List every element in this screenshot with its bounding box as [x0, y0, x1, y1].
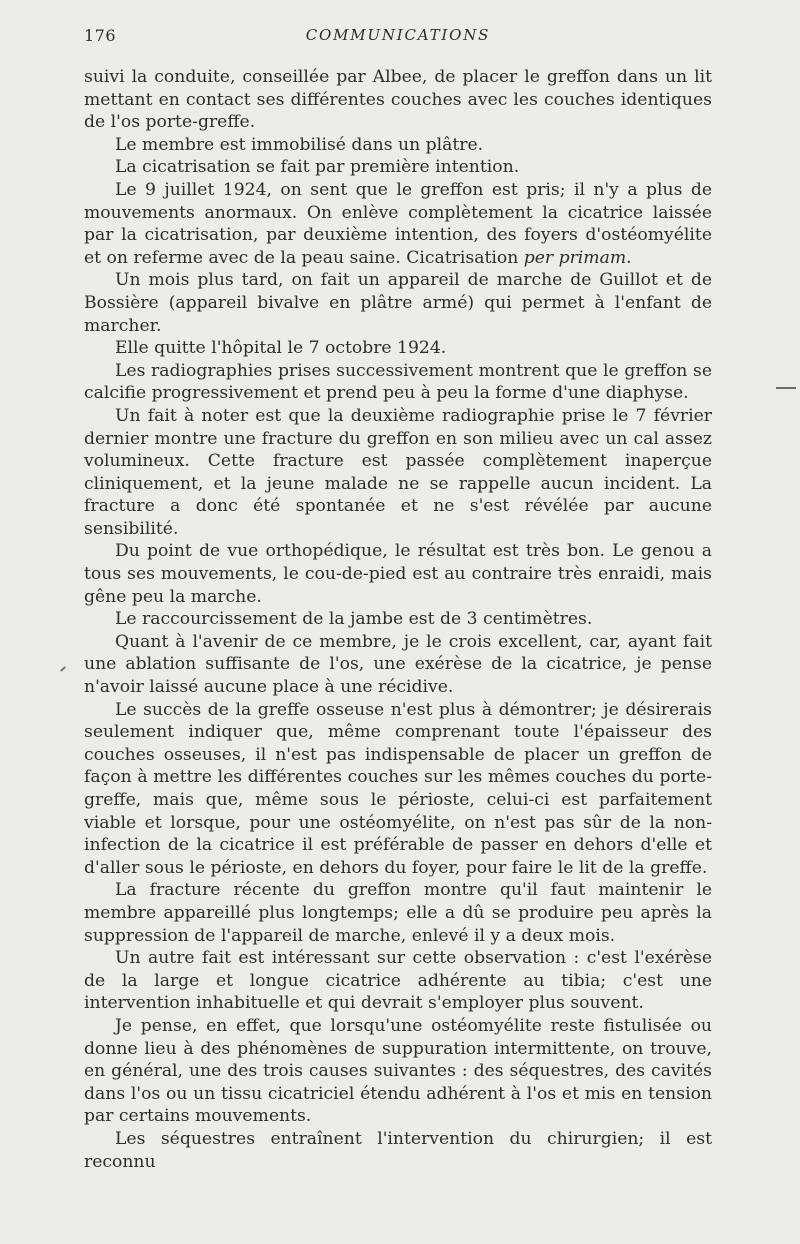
italic-phrase: per primam.	[523, 247, 632, 268]
paragraph: Un mois plus tard, on fait un appareil de marche de Guillot et de Bossière (appareil bivalve en plâtre armé) qui permet à l'enfant de marcher.	[84, 270, 712, 336]
page-header	[84, 26, 712, 48]
paragraph: La cicatrisation se fait par première intention.	[115, 157, 520, 178]
paragraph-continued: suivi la conduite, conseillée par Albee, de placer le greffon dans un lit mettant en contact ses différentes couches avec les couches identiques de l'os porte-greffe.	[84, 67, 712, 133]
paragraph: Je pense, en effet, que lorsqu'une ostéomyélite reste fistulisée ou donne lieu à des phénomènes de suppuration intermittente, on trouve, en général, une des trois causes suivantes : des séquestres, des cavités dans l'os ou un tissu cicatriciel étendu adhérent à l'os et mis en tension par certains mouvements.	[84, 1015, 712, 1127]
margin-mark	[776, 387, 796, 389]
paragraph: Le membre est immobilisé dans un plâtre.	[115, 134, 484, 155]
paragraph: Un autre fait est intéressant sur cette observation : c'est l'exérèse de la large et longue cicatrice adhérente au tibia; c'est une intervention inhabituelle et qui devrait s'employer plus souvent.	[84, 948, 712, 1014]
paragraph	[84, 179, 712, 269]
paragraph: Quant à l'avenir de ce membre, je le crois excellent, car, ayant fait une ablation suffisante de l'os, une exérèse de la cicatrice, je pense n'avoir laissé aucune place à une récidive.	[84, 631, 712, 698]
paragraph-text: Le 9 juillet 1924, on sent que le greffon est pris; il n'y a plus de mouvements anormaux. On enlève complètement la cicatrice laissée par la cicatrisation, par deuxième intention, des foyers d'ostéomyélite et on referme avec de la peau saine. Cicatrisation	[84, 179, 712, 268]
paragraph: Un fait à noter est que la deuxième radiographie prise le 7 février dernier montre une fracture du greffon en son milieu avec un cal assez volumineux. Cette fracture est passée complètement inaperçue cliniquement, et la jeune malade ne se rappelle aucun incident. La fracture a donc été spontanée et ne s'est révélée par aucune sensibilité.	[84, 405, 712, 539]
running-head: COMMUNICATIONS	[305, 26, 491, 44]
paragraph: Elle quitte l'hôpital le 7 octobre 1924.	[115, 338, 447, 359]
paragraph: Du point de vue orthopédique, le résultat est très bon. Le genou a tous ses mouvements, le cou-de-pied est au contraire très enraidi, mais gêne peu la marche.	[84, 541, 712, 607]
paragraph: La fracture récente du greffon montre qu'il faut maintenir le membre appareillé plus longtemps; elle a dû se produire peu après la suppression de l'appareil de marche, enlevé il y a deux mois.	[84, 880, 712, 946]
paragraph: Le raccourcissement de la jambe est de 3 centimètres.	[115, 609, 593, 630]
paragraph: Le succès de la greffe osseuse n'est plus à démontrer; je désirerais seulement indiquer que, même comprenant toute l'épaisseur des couches osseuses, il n'est pas indispensable de placer un greffon de façon à mettre les différentes couches sur les mêmes couches du porte-greffe, mais que, même sous le périoste, celui-ci est parfaitement viable et lorsque, pour une ostéomyélite, on n'est pas sûr de la non-infection de la cicatrice il est préférable de passer en dehors d'elle et d'aller sous le périoste, en dehors du foyer, pour faire le lit de la greffe.	[84, 699, 712, 878]
page-number: 176	[84, 26, 117, 45]
margin-tick	[60, 666, 66, 671]
body-text	[84, 66, 712, 1173]
paragraph: Les radiographies prises successivement montrent que le greffon se calcifie progressivement et prend peu à peu la forme d'une diaphyse.	[84, 360, 712, 404]
paragraph-last: Les séquestres entraînent l'intervention du chirurgien; il est reconnu	[84, 1128, 712, 1172]
